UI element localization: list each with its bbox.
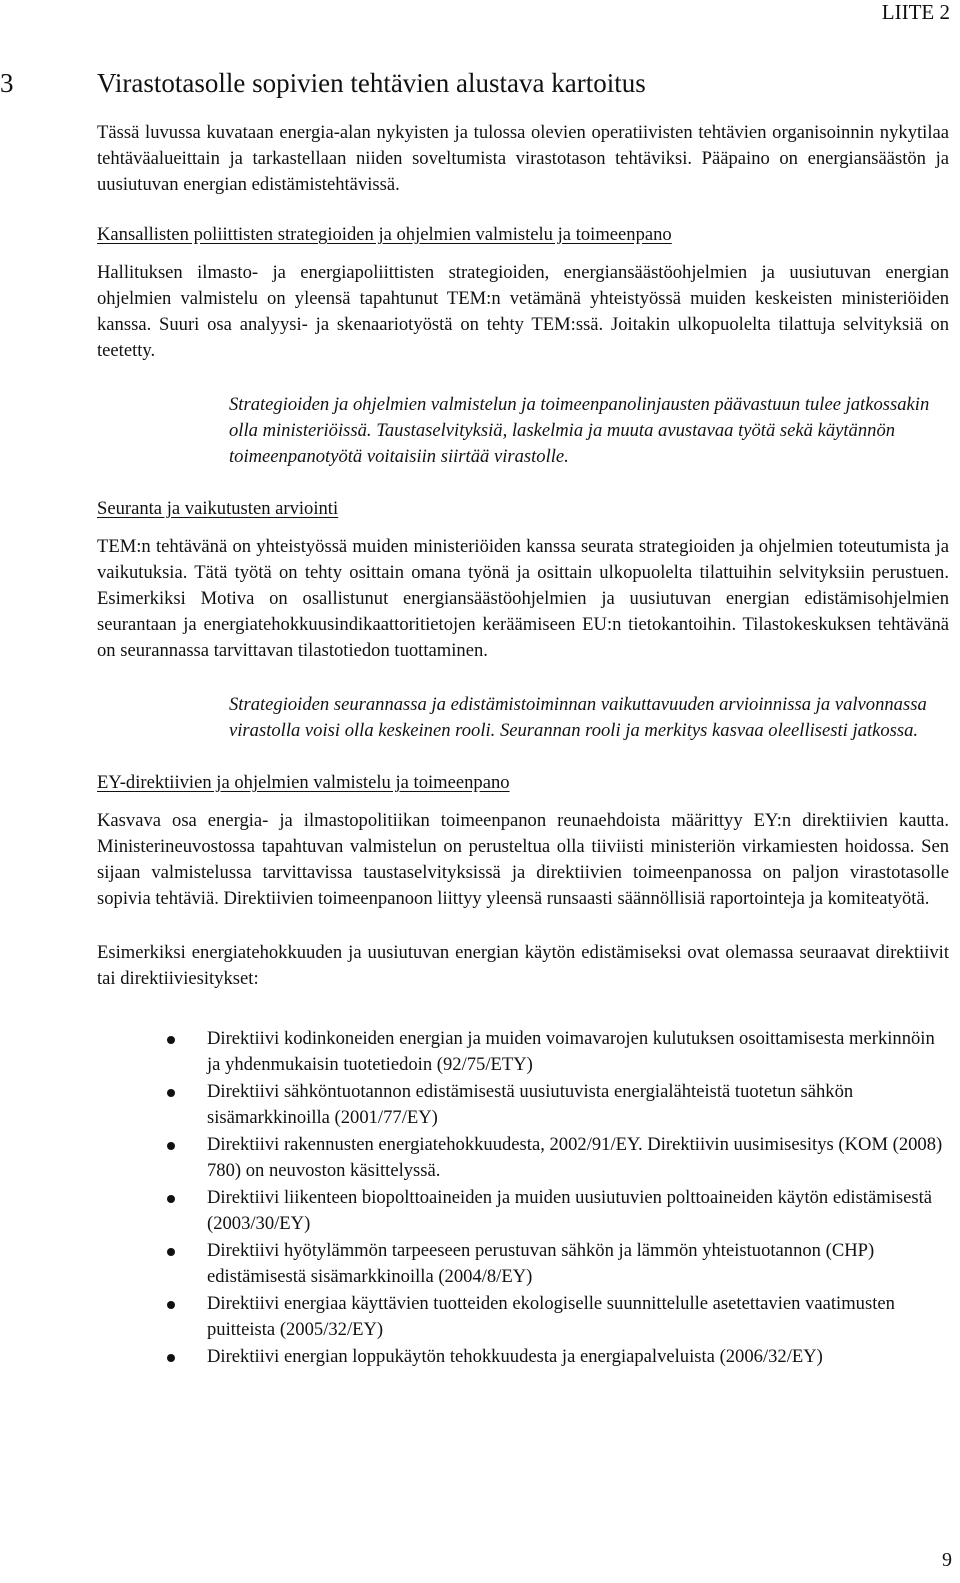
bullet-icon: [167, 1089, 175, 1097]
list-item-text: Direktiivi hyötylämmön tarpeeseen perustuvan sähkön ja lämmön yhteistuotannon (CHP) edistämisestä sisämarkkinoilla (2004/8/EY): [207, 1240, 875, 1287]
subheading-monitoring: Seuranta ja vaikutusten arviointi: [97, 498, 339, 519]
bullet-icon: [167, 1195, 175, 1203]
list-item: [97, 1132, 949, 1184]
list-item-text: Direktiivi energiaa käyttävien tuotteiden ekologiselle suunnittelulle asetettavien vaatimusten puitteista (2005/32/EY): [207, 1293, 895, 1340]
list-item: [97, 1079, 949, 1131]
strategies-paragraph: Hallituksen ilmasto- ja energiapoliittisten strategioiden, energiansäästöohjelmien ja uusiutuvan energian ohjelmien valmistelu on yleensä tapahtunut TEM:n vetämänä yhteistyössä muiden keskeisten ministeriöiden kanssa. Suuri osa analyysi- ja skenaariotyöstä on tehty TEM:ssä. Joitakin ulkopuolelta tilattuja selvityksiä on teetetty.: [97, 262, 949, 361]
section-number: 3: [0, 68, 14, 98]
bullet-icon: [167, 1248, 175, 1256]
subheading-ec-directives: EY-direktiivien ja ohjelmien valmistelu ja toimeenpano: [97, 772, 510, 793]
list-item-text: Direktiivi energian loppukäytön tehokkuudesta ja energiapalveluista (2006/32/EY): [207, 1346, 823, 1367]
section-content: [97, 120, 949, 1371]
bullet-icon: [167, 1036, 175, 1044]
list-item: [97, 1344, 949, 1370]
subheading-strategies: Kansallisten poliittisten strategioiden ja ohjelmien valmistelu ja toimeenpano: [97, 224, 672, 245]
list-item-text: Direktiivi kodinkoneiden energian ja muiden voimavarojen kulutuksen osoittamisesta merkinnöin ja yhdenmukaisin tuotetiedoin (92/75/ETY): [207, 1028, 935, 1075]
list-item: [97, 1291, 949, 1343]
list-item: [97, 1238, 949, 1290]
strategies-note: Strategioiden ja ohjelmien valmistelun ja toimeenpanolinjausten päävastuun tulee jatkossakin olla ministeriöissä. Taustaselvityksiä, laskelmia ja muuta avustavaa työtä sekä käytännön toimeenpanotyötä voitaisiin siirtää virastolle.: [229, 394, 930, 467]
list-item: [97, 1185, 949, 1237]
directives-intro-paragraph: Esimerkiksi energiatehokkuuden ja uusiutuvan energian käytön edistämiseksi ovat olemassa seuraavat direktiivit tai direktiiviesitykset:: [97, 942, 949, 989]
list-item-text: Direktiivi liikenteen biopolttoaineiden ja muiden uusiutuvien polttoaineiden käytön edistämisestä (2003/30/EY): [207, 1187, 933, 1234]
monitoring-note: Strategioiden seurannassa ja edistämistoiminnan vaikuttavuuden arvioinnissa ja valvonnassa virastolla voisi olla keskeinen rooli. Seurannan rooli ja merkitys kasvaa oleellisesti jatkossa.: [229, 694, 927, 741]
list-item-text: Direktiivi sähköntuotannon edistämisestä uusiutuvista energialähteistä tuotetun sähkön sisämarkkinoilla (2001/77/EY): [207, 1081, 854, 1128]
intro-paragraph: Tässä luvussa kuvataan energia-alan nykyisten ja tulossa olevien operatiivisten tehtävien organisoinnin nykytilaa tehtäväalueittain ja tarkastellaan niiden soveltumista virastotason tehtäviksi. Pääpaino on energiansäästön ja uusiutuvan energian edistämistehtävissä.: [97, 122, 949, 195]
directives-list: [97, 1026, 949, 1370]
ec-directives-paragraph: Kasvava osa energia- ja ilmastopolitiikan toimeenpanon reunaehdoista määrittyy EY:n direktiivien kautta. Ministerineuvostossa tapahtuvan valmistelun on perusteltua olla tiiviisti ministeriön virkamiesten hoidossa. Sen sijaan valmistelussa tarvittavissa taustaselvityksissä ja direktiivien toimeenpanossa on paljon virastotasolle sopivia tehtäviä. Direktiivien toimeenpanoon liittyy yleensä runsaasti säännöllisiä raportointeja ja komiteatyötä.: [97, 810, 949, 909]
bullet-icon: [167, 1142, 175, 1150]
monitoring-paragraph: TEM:n tehtävänä on yhteistyössä muiden ministeriöiden kanssa seurata strategioiden ja ohjelmien toteutumista ja vaikutuksia. Tätä työtä on tehty osittain omana työnä ja osittain ulkopuolelta tilattuihin selvityksiin perustuen. Esimerkiksi Motiva on osallistunut energiansäästöohjelmien ja uusiutuvan energian edistämisohjelmien seurantaan ja energiatehokkuusindikaattoritietojen keräämiseen EU:n tietokantoihin. Tilastokeskuksen tehtävänä on seurannassa tarvittavan tilastotiedon tuottaminen.: [97, 536, 949, 661]
appendix-label: LIITE 2: [881, 0, 950, 24]
bullet-icon: [167, 1301, 175, 1309]
bullet-icon: [167, 1354, 175, 1362]
list-item-text: Direktiivi rakennusten energiatehokkuudesta, 2002/91/EY. Direktiivin uusimisesitys (KOM (2008) 780) on neuvoston käsittelyssä.: [207, 1134, 943, 1181]
page-number: 9: [942, 1549, 952, 1571]
section-title-text: Virastotasolle sopivien tehtävien alustava kartoitus: [97, 68, 646, 98]
list-item: [97, 1026, 949, 1078]
